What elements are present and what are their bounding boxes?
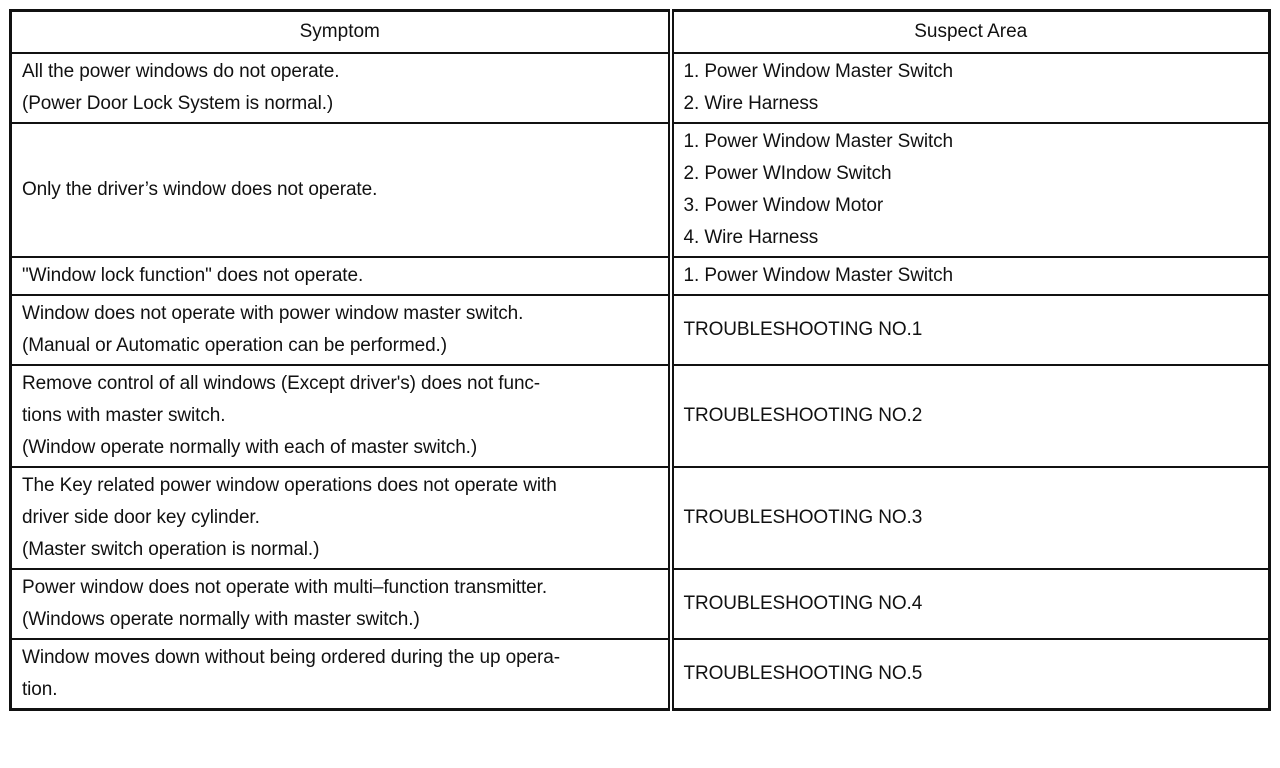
suspect-area-header: Suspect Area — [671, 11, 1270, 54]
suspect-area-cell — [671, 639, 1270, 710]
symptom-line: (Windows operate normally with master switch.) — [22, 609, 420, 630]
table-row — [11, 123, 1270, 257]
table-row — [11, 53, 1270, 123]
suspect-area-cell — [671, 365, 1270, 467]
suspect-area-cell — [671, 53, 1270, 123]
suspect-area-line: TROUBLESHOOTING NO.4 — [683, 593, 923, 614]
symptom-cell — [11, 365, 671, 467]
symptom-header: Symptom — [11, 11, 671, 54]
suspect-area-line: TROUBLESHOOTING NO.3 — [683, 507, 923, 528]
symptom-cell — [11, 569, 671, 639]
symptom-line: (Manual or Automatic operation can be performed.) — [22, 335, 447, 356]
suspect-area-cell — [671, 123, 1270, 257]
table-row — [11, 257, 1270, 295]
symptom-cell — [11, 295, 671, 365]
symptom-line: Only the driver’s window does not operate. — [22, 179, 378, 200]
symptom-line: "Window lock function" does not operate. — [22, 265, 364, 286]
symptom-line: All the power windows do not operate. — [22, 61, 340, 82]
header-row — [11, 11, 1270, 54]
symptom-line: (Master switch operation is normal.) — [22, 539, 320, 560]
suspect-area-cell — [671, 295, 1270, 365]
table-row — [11, 365, 1270, 467]
table-row — [11, 639, 1270, 710]
suspect-area-cell — [671, 467, 1270, 569]
suspect-area-cell — [671, 569, 1270, 639]
symptom-line: (Power Door Lock System is normal.) — [22, 93, 334, 114]
table-row — [11, 467, 1270, 569]
symptom-line: The Key related power window operations does not operate with — [22, 475, 557, 496]
symptom-line: Power window does not operate with multi–function transmitter. — [22, 577, 548, 598]
suspect-area-line: 2. Wire Harness — [683, 93, 819, 114]
symptom-cell — [11, 257, 671, 295]
symptom-cell — [11, 467, 671, 569]
suspect-area-line: TROUBLESHOOTING NO.1 — [683, 319, 923, 340]
suspect-area-cell — [671, 257, 1270, 295]
symptom-line: Window moves down without being ordered during the up opera- — [22, 647, 560, 668]
table-row — [11, 569, 1270, 639]
suspect-area-line: TROUBLESHOOTING NO.2 — [683, 405, 923, 426]
troubleshooting-table — [9, 9, 1271, 711]
suspect-area-line: 4. Wire Harness — [683, 227, 819, 248]
suspect-area-line: 1. Power Window Master Switch — [683, 61, 954, 82]
table-row — [11, 295, 1270, 365]
suspect-area-line: 1. Power Window Master Switch — [683, 131, 954, 152]
suspect-area-line: TROUBLESHOOTING NO.5 — [683, 663, 923, 684]
symptom-line: driver side door key cylinder. — [22, 507, 260, 528]
symptom-line: Window does not operate with power window master switch. — [22, 303, 524, 324]
suspect-area-line: 1. Power Window Master Switch — [683, 265, 954, 286]
symptom-line: tion. — [22, 679, 58, 700]
symptom-cell — [11, 53, 671, 123]
symptom-line: tions with master switch. — [22, 405, 226, 426]
symptom-cell — [11, 123, 671, 257]
symptom-line: Remove control of all windows (Except driver's) does not func- — [22, 373, 541, 394]
symptom-line: (Window operate normally with each of master switch.) — [22, 437, 478, 458]
symptom-cell — [11, 639, 671, 710]
suspect-area-line: 3. Power Window Motor — [683, 195, 884, 216]
suspect-area-line: 2. Power WIndow Switch — [683, 163, 892, 184]
